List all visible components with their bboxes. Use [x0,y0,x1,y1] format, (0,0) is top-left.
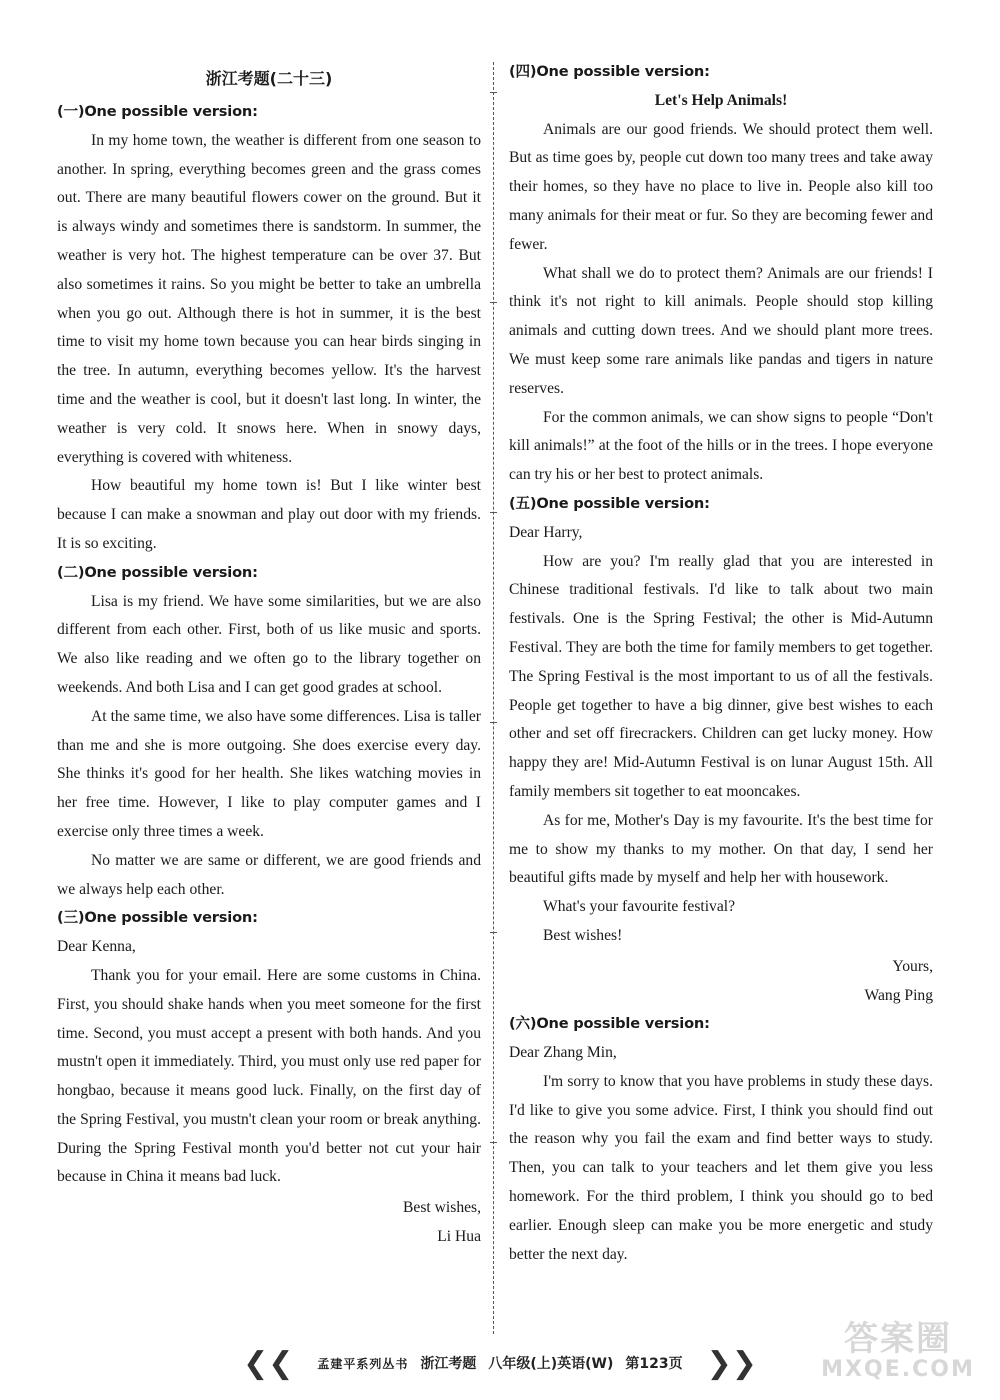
page-footer [180,1345,820,1381]
left-column [57,58,481,1252]
section-5-heading: (五)One possible version: [509,494,710,512]
page-title: 浙江考题(二十三) [205,69,333,88]
chevron-left-icon: ❮❮ [243,1345,294,1381]
section-5-paragraph-3: What's your favourite festival? [543,898,736,916]
section-3-body: Thank you for your email. Here are some customs in China. First, you should shake hands when you meet someone for the first time. Second, you must accept a present with both hands. And you mustn't open it immediately. Third, you must only use red paper for hongbao, because it means good luck. Finally, on the first day of the Spring Festival, you mustn't clean your room or break anything. During the Spring Festival month you'd better not cut your hair because in China it means bad luck. [57,966,481,1186]
section-1-paragraph-1: In my home town, the weather is different from one season to another. In spring, everything becomes green and the grass comes out. There are many beautiful flowers cower on the ground. But it is always windy and sometimes there is sandstorm. In summer, the weather is very hot. The highest temperature can be over 37. But also sometimes it rains. So you might be better to take an umbrella when you go out. Although there is hot in summer, it is the best time to visit my home town because you can hear birds singing in the tree. In autumn, everything becomes yellow. It's the harvest time and the weather is cool, but it doesn't last long. In winter, the weather is very cold. It snows here. When in snowy days, everything is covered with whiteness. [57,131,481,466]
section-2-paragraph-1: Lisa is my friend. We have some similarities, but we are also different from each other. First, both of us like music and sports. We also like reading and we often go to the library together on weekends. And both Lisa and I can get good grades at school. [57,592,481,696]
section-5-signature: Wang Ping [864,986,933,1004]
section-2-paragraph-2: At the same time, we also have some differences. Lisa is taller than me and she is more outgoing. She does exercise every day. She thinks it's good for her health. She likes watching movies in her free time. However, I like to play computer games and I exercise only three times a week. [57,707,481,840]
section-6-body: I'm sorry to know that you have problems in study these days. I'd like to give you some advice. First, I think you should find out the reason why you fail the exam and find better ways to study. Then, you can talk to your teachers and let them give you less homework. For the third problem, I think you should go to bed earlier. Enough sleep can make you be more energetic and study better the next day. [509,1072,933,1263]
right-column [509,58,933,1269]
section-2-paragraph-3: No matter we are same or different, we are good friends and we always help each other. [57,851,481,898]
watermark-line-2: MXQE.COM [821,1357,975,1382]
column-divider [493,62,494,1334]
section-4-title: Let's Help Animals! [654,91,788,109]
footer-page-number: 第123页 [625,1356,683,1372]
section-4-paragraph-2: What shall we do to protect them? Animals are our friends! I think it's not right to kill animals. People should stop killing animals and cutting down trees. And we should plant more trees. We must keep some rare animals like pandas and tigers in nature reserves. [509,264,933,397]
section-5-paragraph-4: Best wishes! [543,926,623,944]
footer-grade: 八年级(上)英语(W) [488,1356,614,1372]
divider-notch [490,92,497,93]
section-3-heading: (三)One possible version: [57,909,258,927]
section-3-greeting: Dear Kenna, [57,938,136,956]
divider-notch [490,1142,497,1143]
watermark-line-1: 答案圈 [844,1319,952,1359]
divider-notch [490,512,497,513]
section-3-closing: Best wishes, [403,1199,481,1217]
section-4-paragraph-3: For the common animals, we can show signs to people “Don't kill animals!” at the foot of the hills or in the trees. I hope everyone can try his or her best to protect animals. [509,408,933,484]
section-5-closing: Yours, [892,957,933,975]
divider-notch [490,932,497,933]
watermark-logo [818,1320,978,1390]
divider-notch [490,302,497,303]
section-6-greeting: Dear Zhang Min, [509,1044,617,1062]
footer-series: 孟建平系列丛书 [317,1356,409,1371]
section-2-heading: (二)One possible version: [57,563,258,581]
section-5-paragraph-1: How are you? I'm really glad that you are interested in Chinese traditional festivals. I'd like to talk about two main festivals. One is the Spring Festival; the other is Mid-Autumn Festival. They are both the time for family members to get together. The Spring Festival is the most important to us of all the festivals. People get together to have a big dinner, give best wishes to each other and set off firecrackers. Children can get lucky money. How happy they are! Mid-Autumn Festival is on lunar August 15th. All family members sit together to eat mooncakes. [509,552,933,800]
divider-notch [490,722,497,723]
section-1-paragraph-2: How beautiful my home town is! But I like winter best because I can make a snowman and play out door with my friends. It is so exciting. [57,477,481,552]
chevron-right-icon: ❯❯ [706,1345,757,1381]
section-4-paragraph-1: Animals are our good friends. We should protect them well. But as time goes by, people cut down too many trees and take away their homes, so they have no place to live in. People also kill too many animals for their meat or fur. So they are becoming fewer and fewer. [509,120,933,253]
footer-book: 浙江考题 [420,1356,477,1372]
section-1-heading: (一)One possible version: [57,103,258,120]
section-3-signature: Li Hua [437,1228,481,1246]
section-6-heading: (六)One possible version: [509,1015,710,1033]
section-4-heading: (四)One possible version: [509,63,710,80]
section-5-greeting: Dear Harry, [509,523,583,541]
section-5-paragraph-2: As for me, Mother's Day is my favourite. It's the best time for me to show my thanks to my mother. On that day, I send her beautiful gifts made by myself and help her with housework. [509,811,933,887]
